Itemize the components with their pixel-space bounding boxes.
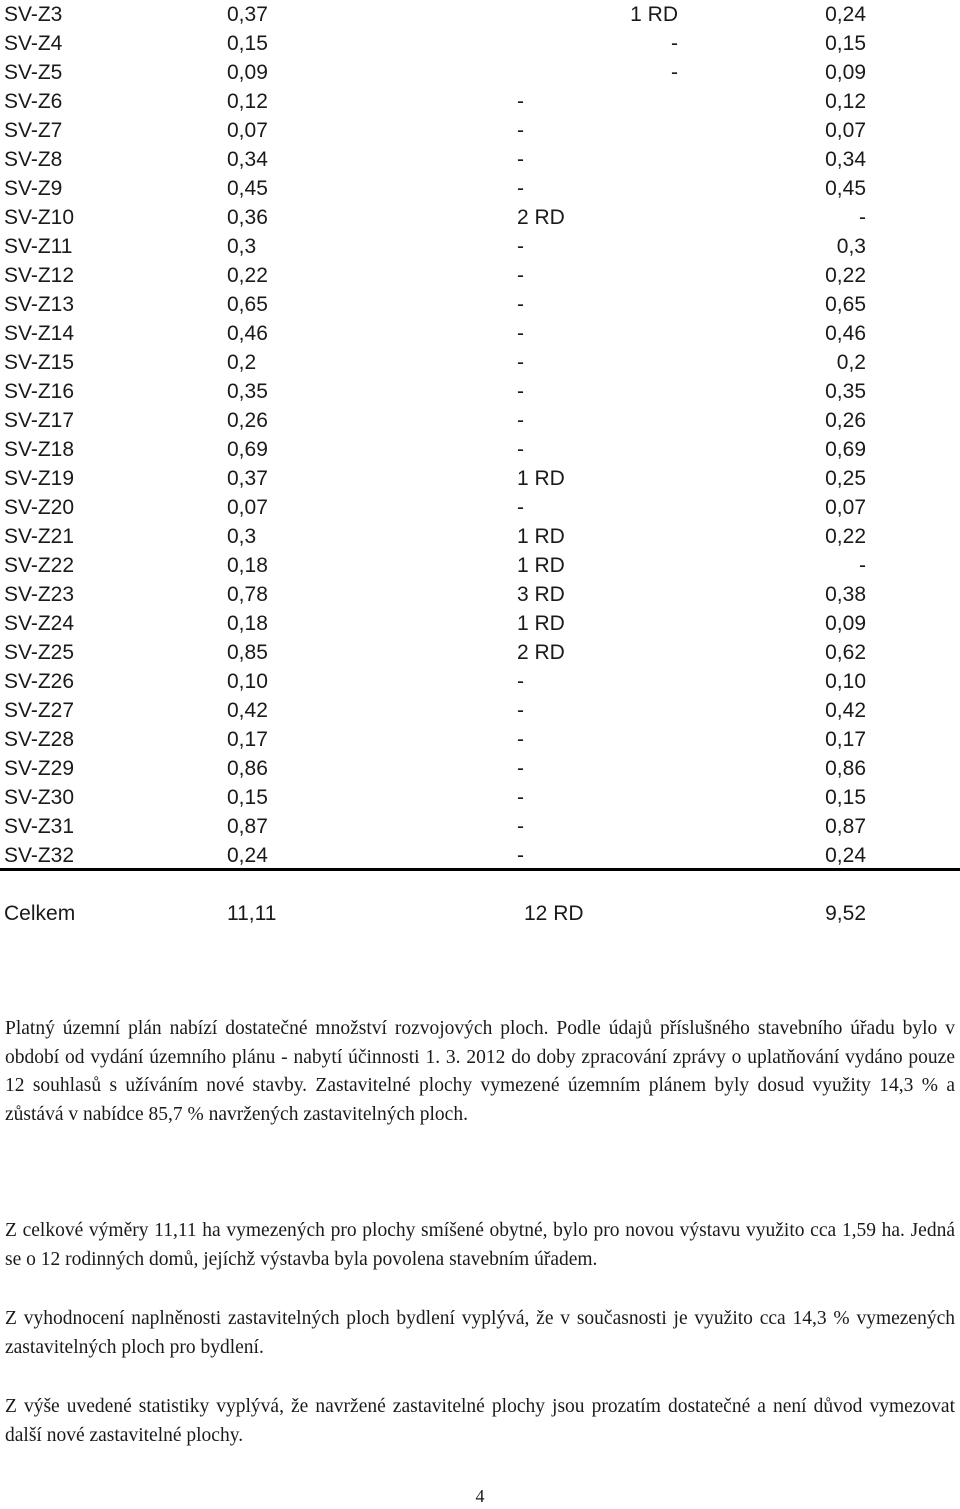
cell-rd: 2 RD [517,641,565,664]
cell-area: 0,24 [227,844,268,867]
table-row [0,0,960,29]
table-row [0,609,960,638]
cell-area: 0,07 [227,119,268,142]
cell-rd: - [517,815,524,838]
cell-area: 0,15 [227,32,268,55]
cell-rd: - [517,438,524,461]
table-row [0,725,960,754]
paragraph-1 [5,1015,955,1129]
cell-rd: 3 RD [517,583,565,606]
cell-area: 0,37 [227,467,268,490]
cell-remaining: 0,35 [825,380,866,403]
total-area: 11,11 [227,902,277,925]
table-row [0,174,960,203]
cell-rd: 1 RD [517,525,565,548]
cell-remaining: 0,65 [825,293,866,316]
cell-rd: - [517,351,524,374]
cell-remaining: 0,10 [825,670,866,693]
cell-id: SV-Z18 [4,438,75,461]
cell-id: SV-Z13 [4,293,75,316]
cell-id: SV-Z30 [4,786,75,809]
cell-area: 0,46 [227,322,268,345]
paragraph-3 [5,1305,955,1362]
cell-rd: 1 RD [517,554,565,577]
cell-area: 0,09 [227,61,268,84]
cell-rd: 2 RD [517,206,565,229]
cell-remaining: 0,24 [825,3,866,26]
paragraph-text: Z vyhodnocení naplněnosti zastavitelných ploch bydlení vyplývá, že v současnosti je využito cca 14,3 % vymezených zastavitelných ploch pro bydlení. [5,1308,955,1358]
table-row [0,406,960,435]
cell-id: SV-Z28 [4,728,75,751]
cell-remaining: 0,22 [825,525,866,548]
cell-remaining: 0,24 [825,844,866,867]
cell-id: SV-Z4 [4,32,63,55]
cell-remaining: 0,25 [825,467,866,490]
cell-id: SV-Z31 [4,815,75,838]
cell-rd: - [517,757,524,780]
cell-remaining: 0,42 [825,699,866,722]
cell-rd: 1 RD [517,467,565,490]
cell-area: 0,35 [227,380,268,403]
table-row [0,377,960,406]
cell-remaining: 0,34 [825,148,866,171]
paragraph-text: Platný územní plán nabízí dostatečné množství rozvojových ploch. Podle údajů příslušného stavebního úřadu bylo v období od vydání územního plánu - nabytí účinnosti 1. 3. 2012 do doby zpracování zprávy o uplatňování vydáno pouze 12 souhlasů s užíváním nové stavby. Zastavitelné plochy vymezené územním plánem byly dosud využity 14,3 % a zůstává v nabídce 85,7 % navržených zastavitelných ploch. [5,1018,955,1125]
cell-id: SV-Z24 [4,612,75,635]
cell-rd: - [517,699,524,722]
table-row [0,464,960,493]
total-label: Celkem [4,902,76,925]
cell-id: SV-Z14 [4,322,75,345]
cell-id: SV-Z25 [4,641,75,664]
cell-rd: 1 RD [630,3,678,26]
cell-area: 0,34 [227,148,268,171]
cell-area: 0,3 [227,525,257,548]
cell-remaining: 0,12 [825,90,866,113]
cell-area: 0,45 [227,177,268,200]
cell-rd: - [517,322,524,345]
cell-id: SV-Z16 [4,380,75,403]
cell-remaining: 0,46 [825,322,866,345]
paragraph-4 [5,1393,955,1450]
cell-id: SV-Z5 [4,61,63,84]
cell-rd: - [671,32,678,55]
cell-remaining: 0,86 [825,757,866,780]
table-row [0,348,960,377]
cell-rd: - [517,90,524,113]
cell-id: SV-Z20 [4,496,75,519]
cell-id: SV-Z22 [4,554,75,577]
cell-area: 0,65 [227,293,268,316]
paragraph-2 [5,1217,955,1274]
cell-area: 0,18 [227,612,268,635]
cell-area: 0,17 [227,728,268,751]
cell-rd: - [517,380,524,403]
cell-remaining: 0,17 [825,728,866,751]
table-row [0,87,960,116]
cell-area: 0,2 [227,351,257,374]
cell-area: 0,87 [227,815,268,838]
cell-area: 0,26 [227,409,268,432]
cell-remaining: 0,09 [825,61,866,84]
table-row [0,667,960,696]
cell-area: 0,15 [227,786,268,809]
cell-id: SV-Z19 [4,467,75,490]
cell-rd: - [517,496,524,519]
total-remaining: 9,52 [825,902,866,925]
cell-remaining: 0,2 [836,351,866,374]
cell-area: 0,12 [227,90,268,113]
cell-remaining: 0,09 [825,612,866,635]
table-row [0,812,960,841]
cell-id: SV-Z3 [4,3,63,26]
cell-id: SV-Z8 [4,148,63,171]
cell-id: SV-Z9 [4,177,63,200]
table-row [0,232,960,261]
table-row [0,29,960,58]
table-row [0,522,960,551]
cell-rd: - [517,786,524,809]
total-rd: 12 RD [524,902,584,925]
cell-remaining: 0,07 [825,496,866,519]
cell-area: 0,10 [227,670,268,693]
cell-remaining: 0,38 [825,583,866,606]
cell-id: SV-Z12 [4,264,75,287]
cell-remaining: 0,15 [825,786,866,809]
cell-id: SV-Z32 [4,844,75,867]
cell-remaining: 0,45 [825,177,866,200]
table-row [0,290,960,319]
cell-area: 0,36 [227,206,268,229]
cell-rd: - [517,670,524,693]
table-row [0,261,960,290]
cell-id: SV-Z10 [4,206,75,229]
cell-area: 0,86 [227,757,268,780]
paragraph-text: Z celkové výměry 11,11 ha vymezených pro plochy smíšené obytné, bylo pro novou výstavu využito cca 1,59 ha. Jedná se o 12 rodinných domů, jejíchž výstavba byla povolena stavebním úřadem. [5,1220,955,1270]
cell-area: 0,85 [227,641,268,664]
table-row [0,841,960,870]
cell-rd: - [517,293,524,316]
cell-area: 0,37 [227,3,268,26]
cell-remaining: 0,22 [825,264,866,287]
table-total-row [0,899,960,929]
cell-area: 0,22 [227,264,268,287]
page-number: 4 [475,1486,485,1506]
table-row [0,58,960,87]
cell-rd: - [517,235,524,258]
cell-id: SV-Z29 [4,757,75,780]
cell-id: SV-Z6 [4,90,63,113]
cell-rd: - [517,177,524,200]
paragraph-text: Z výše uvedené statistiky vyplývá, že navržené zastavitelné plochy jsou prozatím dostatečné a není důvod vymezovat další nové zastavitelné plochy. [5,1396,955,1446]
cell-id: SV-Z21 [4,525,75,548]
cell-remaining: - [859,206,866,229]
table-row [0,754,960,783]
cell-id: SV-Z7 [4,119,63,142]
cell-id: SV-Z26 [4,670,75,693]
cell-area: 0,78 [227,583,268,606]
table-row [0,580,960,609]
cell-id: SV-Z27 [4,699,75,722]
cell-rd: 1 RD [517,612,565,635]
cell-remaining: 0,15 [825,32,866,55]
cell-rd: - [517,148,524,171]
table-row [0,116,960,145]
cell-rd: - [517,119,524,142]
cell-id: SV-Z23 [4,583,75,606]
table-row [0,145,960,174]
cell-area: 0,3 [227,235,257,258]
table-divider [0,868,960,871]
cell-area: 0,07 [227,496,268,519]
table-row [0,203,960,232]
cell-remaining: 0,62 [825,641,866,664]
cell-id: SV-Z15 [4,351,75,374]
cell-id: SV-Z11 [4,235,73,258]
cell-area: 0,18 [227,554,268,577]
table-row [0,696,960,725]
cell-area: 0,42 [227,699,268,722]
table-row [0,551,960,580]
cell-rd: - [517,844,524,867]
cell-remaining: 0,87 [825,815,866,838]
table-row [0,435,960,464]
table-row [0,319,960,348]
cell-rd: - [517,264,524,287]
cell-remaining: - [859,554,866,577]
cell-remaining: 0,69 [825,438,866,461]
cell-remaining: 0,26 [825,409,866,432]
table-row [0,493,960,522]
table-row [0,638,960,667]
cell-id: SV-Z17 [4,409,75,432]
cell-rd: - [517,728,524,751]
cell-rd: - [517,409,524,432]
table-row [0,783,960,812]
cell-rd: - [671,61,678,84]
cell-remaining: 0,07 [825,119,866,142]
cell-area: 0,69 [227,438,268,461]
cell-remaining: 0,3 [836,235,866,258]
